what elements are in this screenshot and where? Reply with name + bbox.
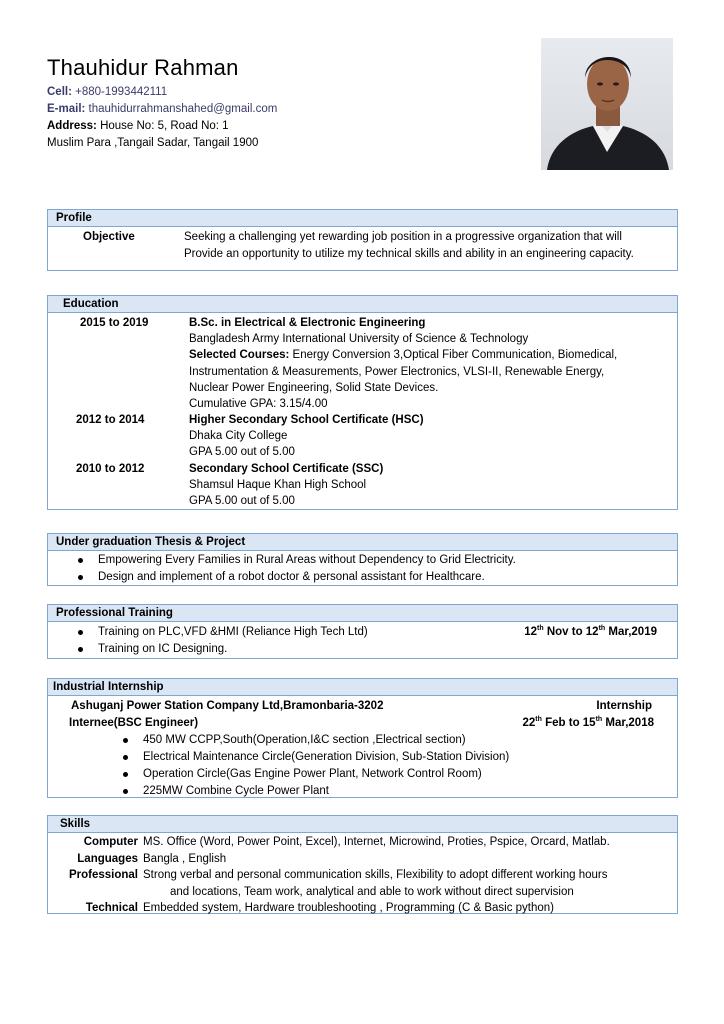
address-line-2: Muslim Para ,Tangail Sadar, Tangail 1900 [47,137,259,149]
professional-skills-line-2: and locations, Team work, analytical and able to work without direct supervision [170,885,574,898]
address-line [47,118,277,135]
technical-label: Technical [85,902,138,914]
computer-skills: MS. Office (Word, Power Point, Excel), Internet, Microwind, Proties, Pspice, Orcard, Matlab. [143,836,610,848]
list-item [48,552,677,569]
objective-label: Objective [83,231,135,243]
skills-labels [69,834,138,917]
education-courses-1 [189,347,617,363]
training-item-1: Training on PLC,VFD &HMI (Reliance High Tech Ltd) [98,626,368,638]
education-heading: Education [48,296,677,313]
thesis-item-1: Empowering Every Families in Rural Areas without Dependency to Grid Electricity. [98,554,516,566]
list-item [48,766,677,783]
education-result-1: Cumulative GPA: 3.15/4.00 [189,398,328,411]
objective-text [184,229,634,262]
education-section [47,295,678,510]
internship-item-3: Operation Circle(Gas Engine Power Plant, Network Control Room) [143,768,482,780]
internship-date-end: Mar,2018 [602,717,654,729]
skills-section [47,815,678,914]
skills-heading: Skills [48,816,677,833]
training-date-sup1: th [537,625,544,633]
internship-item-2: Electrical Maintenance Circle(Generation Division, Sub-Station Division) [143,751,510,763]
list-item [48,732,677,749]
list-item [48,641,677,658]
contact-block [47,84,277,152]
training-item-2: Training on IC Designing. [98,643,228,655]
language-skills: Bangla , English [143,852,227,865]
objective-line-1: Seeking a challenging yet rewarding job position in a progressive organization that will [184,231,622,243]
education-entry-1 [189,315,617,412]
internship-company: Ashuganj Power Station Company Ltd,Bramonbaria-3202 [71,700,384,712]
internship-date [523,715,655,731]
professional-skills-line-1: Strong verbal and personal communication skills, Flexibility to adopt different working hours [143,869,608,881]
training-date [524,624,657,641]
thesis-section [47,533,678,586]
thesis-list [48,551,677,586]
training-date-day1: 12 [524,626,538,638]
technical-skills: Embedded system, Hardware troubleshooting , Programming (C & Basic python) [143,902,554,914]
courses-line-3: Nuclear Power Engineering, Solid State Devices. [189,381,439,394]
email-label: E-mail: [47,103,86,115]
education-degree-2: Higher Secondary School Certificate (HSC) [189,414,424,426]
internship-item-4: 225MW Combine Cycle Power Plant [143,785,329,797]
courses-label: Selected Courses: [189,349,290,362]
education-result-3: GPA 5.00 out of 5.00 [189,495,295,508]
internship-heading: Industrial Internship [48,679,677,696]
thesis-heading: Under graduation Thesis & Project [48,534,677,551]
objective-line-2: Provide an opportunity to utilize my technical skills and ability in an engineering capacity. [184,247,634,260]
email-line [47,101,277,118]
computer-label: Computer [83,836,138,848]
education-institution-2: Dhaka City College [189,430,288,443]
address-label: Address: [47,120,97,132]
internship-list [48,732,677,800]
internship-role: Internee(BSC Engineer) [69,717,199,729]
profile-section [47,209,678,271]
training-date-end: Mar,2019 [605,626,657,638]
training-section [47,604,678,659]
internship-date-day1: 22 [522,717,536,729]
list-item [48,783,677,800]
education-years-1: 2015 to 2019 [80,317,149,329]
education-result-2: GPA 5.00 out of 5.00 [189,446,295,459]
skills-values [143,834,610,917]
cell-label: Cell: [47,86,72,98]
education-institution-1: Bangladesh Army International University of Science & Technology [189,333,529,346]
email-address[interactable]: thauhidurrahmanshahed@gmail.com [88,103,278,115]
education-institution-3: Shamsul Haque Khan High School [189,479,367,492]
list-item [48,749,677,766]
profile-heading: Profile [48,210,677,227]
address-line-1: House No: 5, Road No: 1 [100,120,229,132]
courses-line-2: Instrumentation & Measurements, Power Electronics, VLSI-II, Renewable Energy, [189,365,605,378]
profile-photo [541,38,673,170]
internship-date-sup1: th [535,716,542,724]
internship-date-sup2: th [595,716,603,724]
education-years-2: 2012 to 2014 [76,414,145,426]
cell-line [47,84,277,101]
education-entry-2 [189,412,424,461]
internship-item-1: 450 MW CCPP,South(Operation,I&C section ,Electrical section) [143,734,466,746]
internship-section [47,678,678,798]
cell-number: +880-1993442111 [75,86,168,98]
education-years-3: 2010 to 2012 [76,463,145,475]
education-entry-3 [189,461,383,510]
professional-label: Professional [68,869,138,881]
courses-line-1: Energy Conversion 3,Optical Fiber Communication, Biomedical, [289,349,618,362]
education-degree-1: B.Sc. in Electrical & Electronic Engineering [189,317,426,329]
thesis-item-2: Design and implement of a robot doctor & personal assistant for Healthcare. [98,571,485,583]
internship-type: Internship [596,700,652,712]
education-degree-3: Secondary School Certificate (SSC) [189,463,384,475]
training-date-sup2: th [598,625,606,633]
list-item [48,569,677,586]
internship-date-mid: Feb to 15 [541,717,596,729]
languages-label: Languages [77,852,138,865]
training-heading: Professional Training [48,605,677,622]
candidate-name: Thauhidur Rahman [47,55,239,80]
training-date-mid: Nov to 12 [543,626,599,638]
